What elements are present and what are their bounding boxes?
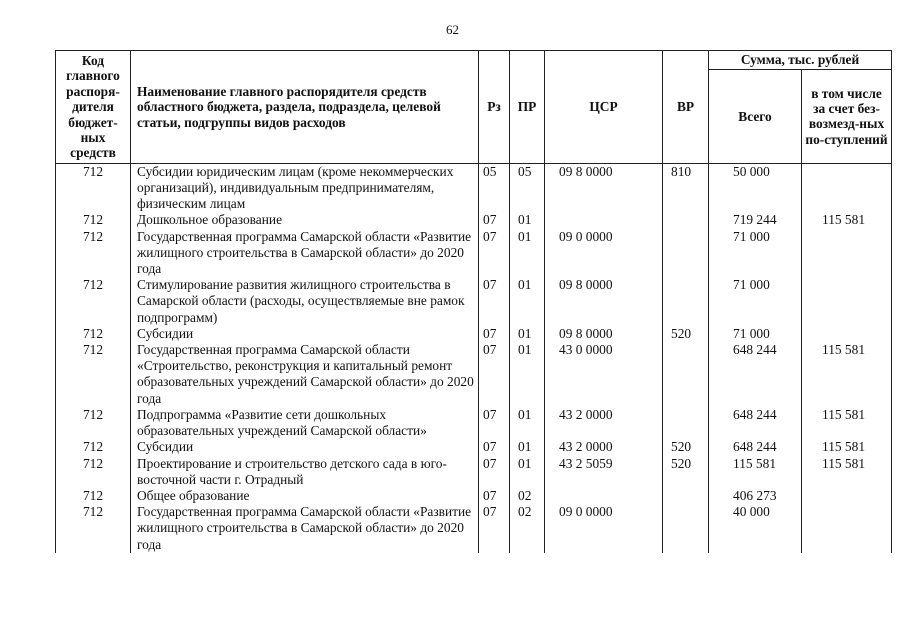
cell-code: 712	[56, 212, 131, 228]
cell-csr	[545, 212, 663, 228]
cell-rz: 07	[479, 342, 510, 407]
cell-name: Государственная программа Самарской области «Строительство, реконструкция и капитальный ремонт образовательных учреждений Самарской области» до 2020 года	[131, 342, 479, 407]
cell-total: 71 000	[709, 326, 802, 342]
cell-total: 115 581	[709, 456, 802, 488]
cell-pr: 01	[510, 229, 545, 278]
cell-code: 712	[56, 342, 131, 407]
header-vr: ВР	[663, 51, 709, 164]
table-row	[56, 407, 892, 439]
cell-free	[802, 488, 892, 504]
table-body	[56, 163, 892, 552]
page-number: 62	[446, 22, 459, 37]
header-rz: Рз	[479, 51, 510, 164]
cell-pr: 01	[510, 439, 545, 455]
cell-code: 712	[56, 277, 131, 326]
cell-csr: 43 2 0000	[545, 439, 663, 455]
header-sum: Сумма, тыс. рублей	[709, 51, 892, 70]
cell-free: 115 581	[802, 407, 892, 439]
cell-csr: 09 0 0000	[545, 504, 663, 553]
cell-vr: 520	[663, 326, 709, 342]
cell-csr: 09 0 0000	[545, 229, 663, 278]
cell-code: 712	[56, 407, 131, 439]
cell-vr	[663, 277, 709, 326]
cell-total: 648 244	[709, 342, 802, 407]
cell-vr: 520	[663, 439, 709, 455]
header-name: Наименование главного распорядителя средств областного бюджета, раздела, подраздела, целевой статьи, подгруппы видов расходов	[131, 51, 479, 164]
table-row	[56, 277, 892, 326]
cell-name: Субсидии	[131, 326, 479, 342]
cell-pr: 05	[510, 163, 545, 212]
table-row	[56, 342, 892, 407]
cell-rz: 07	[479, 229, 510, 278]
cell-total: 71 000	[709, 277, 802, 326]
cell-free: 115 581	[802, 456, 892, 488]
cell-code: 712	[56, 229, 131, 278]
cell-code: 712	[56, 456, 131, 488]
cell-pr: 01	[510, 456, 545, 488]
cell-free	[802, 277, 892, 326]
table-row	[56, 488, 892, 504]
cell-vr: 810	[663, 163, 709, 212]
cell-total: 648 244	[709, 439, 802, 455]
cell-free: 115 581	[802, 212, 892, 228]
cell-free: 115 581	[802, 342, 892, 407]
table-row	[56, 163, 892, 212]
cell-name: Стимулирование развития жилищного строительства в Самарской области (расходы, осуществляемые вне рамок подпрограмм)	[131, 277, 479, 326]
table-header	[56, 51, 892, 164]
header-pr: ПР	[510, 51, 545, 164]
cell-pr: 01	[510, 326, 545, 342]
cell-vr	[663, 342, 709, 407]
cell-rz: 07	[479, 504, 510, 553]
cell-rz: 07	[479, 456, 510, 488]
cell-vr	[663, 229, 709, 278]
table-row	[56, 326, 892, 342]
cell-csr: 43 2 5059	[545, 456, 663, 488]
table-row	[56, 212, 892, 228]
cell-name: Дошкольное образование	[131, 212, 479, 228]
cell-free: 115 581	[802, 439, 892, 455]
cell-rz: 07	[479, 212, 510, 228]
cell-total: 50 000	[709, 163, 802, 212]
cell-name: Субсидии юридическим лицам (кроме некоммерческих организаций), индивидуальным предпринимателям, физическим лицам	[131, 163, 479, 212]
cell-csr: 09 8 0000	[545, 163, 663, 212]
cell-pr: 01	[510, 212, 545, 228]
cell-rz: 07	[479, 277, 510, 326]
cell-free	[802, 163, 892, 212]
cell-code: 712	[56, 326, 131, 342]
cell-pr: 02	[510, 504, 545, 553]
cell-name: Субсидии	[131, 439, 479, 455]
cell-rz: 07	[479, 407, 510, 439]
cell-vr	[663, 407, 709, 439]
cell-pr: 01	[510, 277, 545, 326]
cell-total: 40 000	[709, 504, 802, 553]
header-code: Код главного распоря-дителя бюджет-ных средств	[56, 51, 131, 164]
cell-csr: 09 8 0000	[545, 277, 663, 326]
cell-csr	[545, 488, 663, 504]
cell-rz: 07	[479, 326, 510, 342]
cell-vr	[663, 488, 709, 504]
cell-pr: 02	[510, 488, 545, 504]
header-csr: ЦСР	[545, 51, 663, 164]
cell-name: Государственная программа Самарской области «Развитие жилищного строительства в Самарской области» до 2020 года	[131, 229, 479, 278]
table-row	[56, 439, 892, 455]
header-total: Всего	[709, 70, 802, 164]
cell-free	[802, 326, 892, 342]
cell-vr: 520	[663, 456, 709, 488]
cell-pr: 01	[510, 342, 545, 407]
cell-code: 712	[56, 488, 131, 504]
cell-csr: 43 0 0000	[545, 342, 663, 407]
header-free: в том числе за счет без-возмезд-ных по-ступлений	[802, 70, 892, 164]
cell-rz: 07	[479, 488, 510, 504]
cell-total: 648 244	[709, 407, 802, 439]
cell-csr: 09 8 0000	[545, 326, 663, 342]
cell-pr: 01	[510, 407, 545, 439]
cell-code: 712	[56, 439, 131, 455]
budget-table	[55, 50, 892, 553]
cell-total: 406 273	[709, 488, 802, 504]
cell-csr: 43 2 0000	[545, 407, 663, 439]
cell-total: 71 000	[709, 229, 802, 278]
cell-rz: 07	[479, 439, 510, 455]
table-row	[56, 504, 892, 553]
cell-code: 712	[56, 163, 131, 212]
table-row	[56, 229, 892, 278]
cell-name: Общее образование	[131, 488, 479, 504]
cell-free	[802, 229, 892, 278]
cell-name: Подпрограмма «Развитие сети дошкольных образовательных учреждений Самарской области»	[131, 407, 479, 439]
cell-vr	[663, 212, 709, 228]
cell-free	[802, 504, 892, 553]
cell-total: 719 244	[709, 212, 802, 228]
cell-code: 712	[56, 504, 131, 553]
cell-name: Проектирование и строительство детского сада в юго-восточной части г. Отрадный	[131, 456, 479, 488]
table-row	[56, 456, 892, 488]
cell-vr	[663, 504, 709, 553]
cell-name: Государственная программа Самарской области «Развитие жилищного строительства в Самарской области» до 2020 года	[131, 504, 479, 553]
cell-rz: 05	[479, 163, 510, 212]
